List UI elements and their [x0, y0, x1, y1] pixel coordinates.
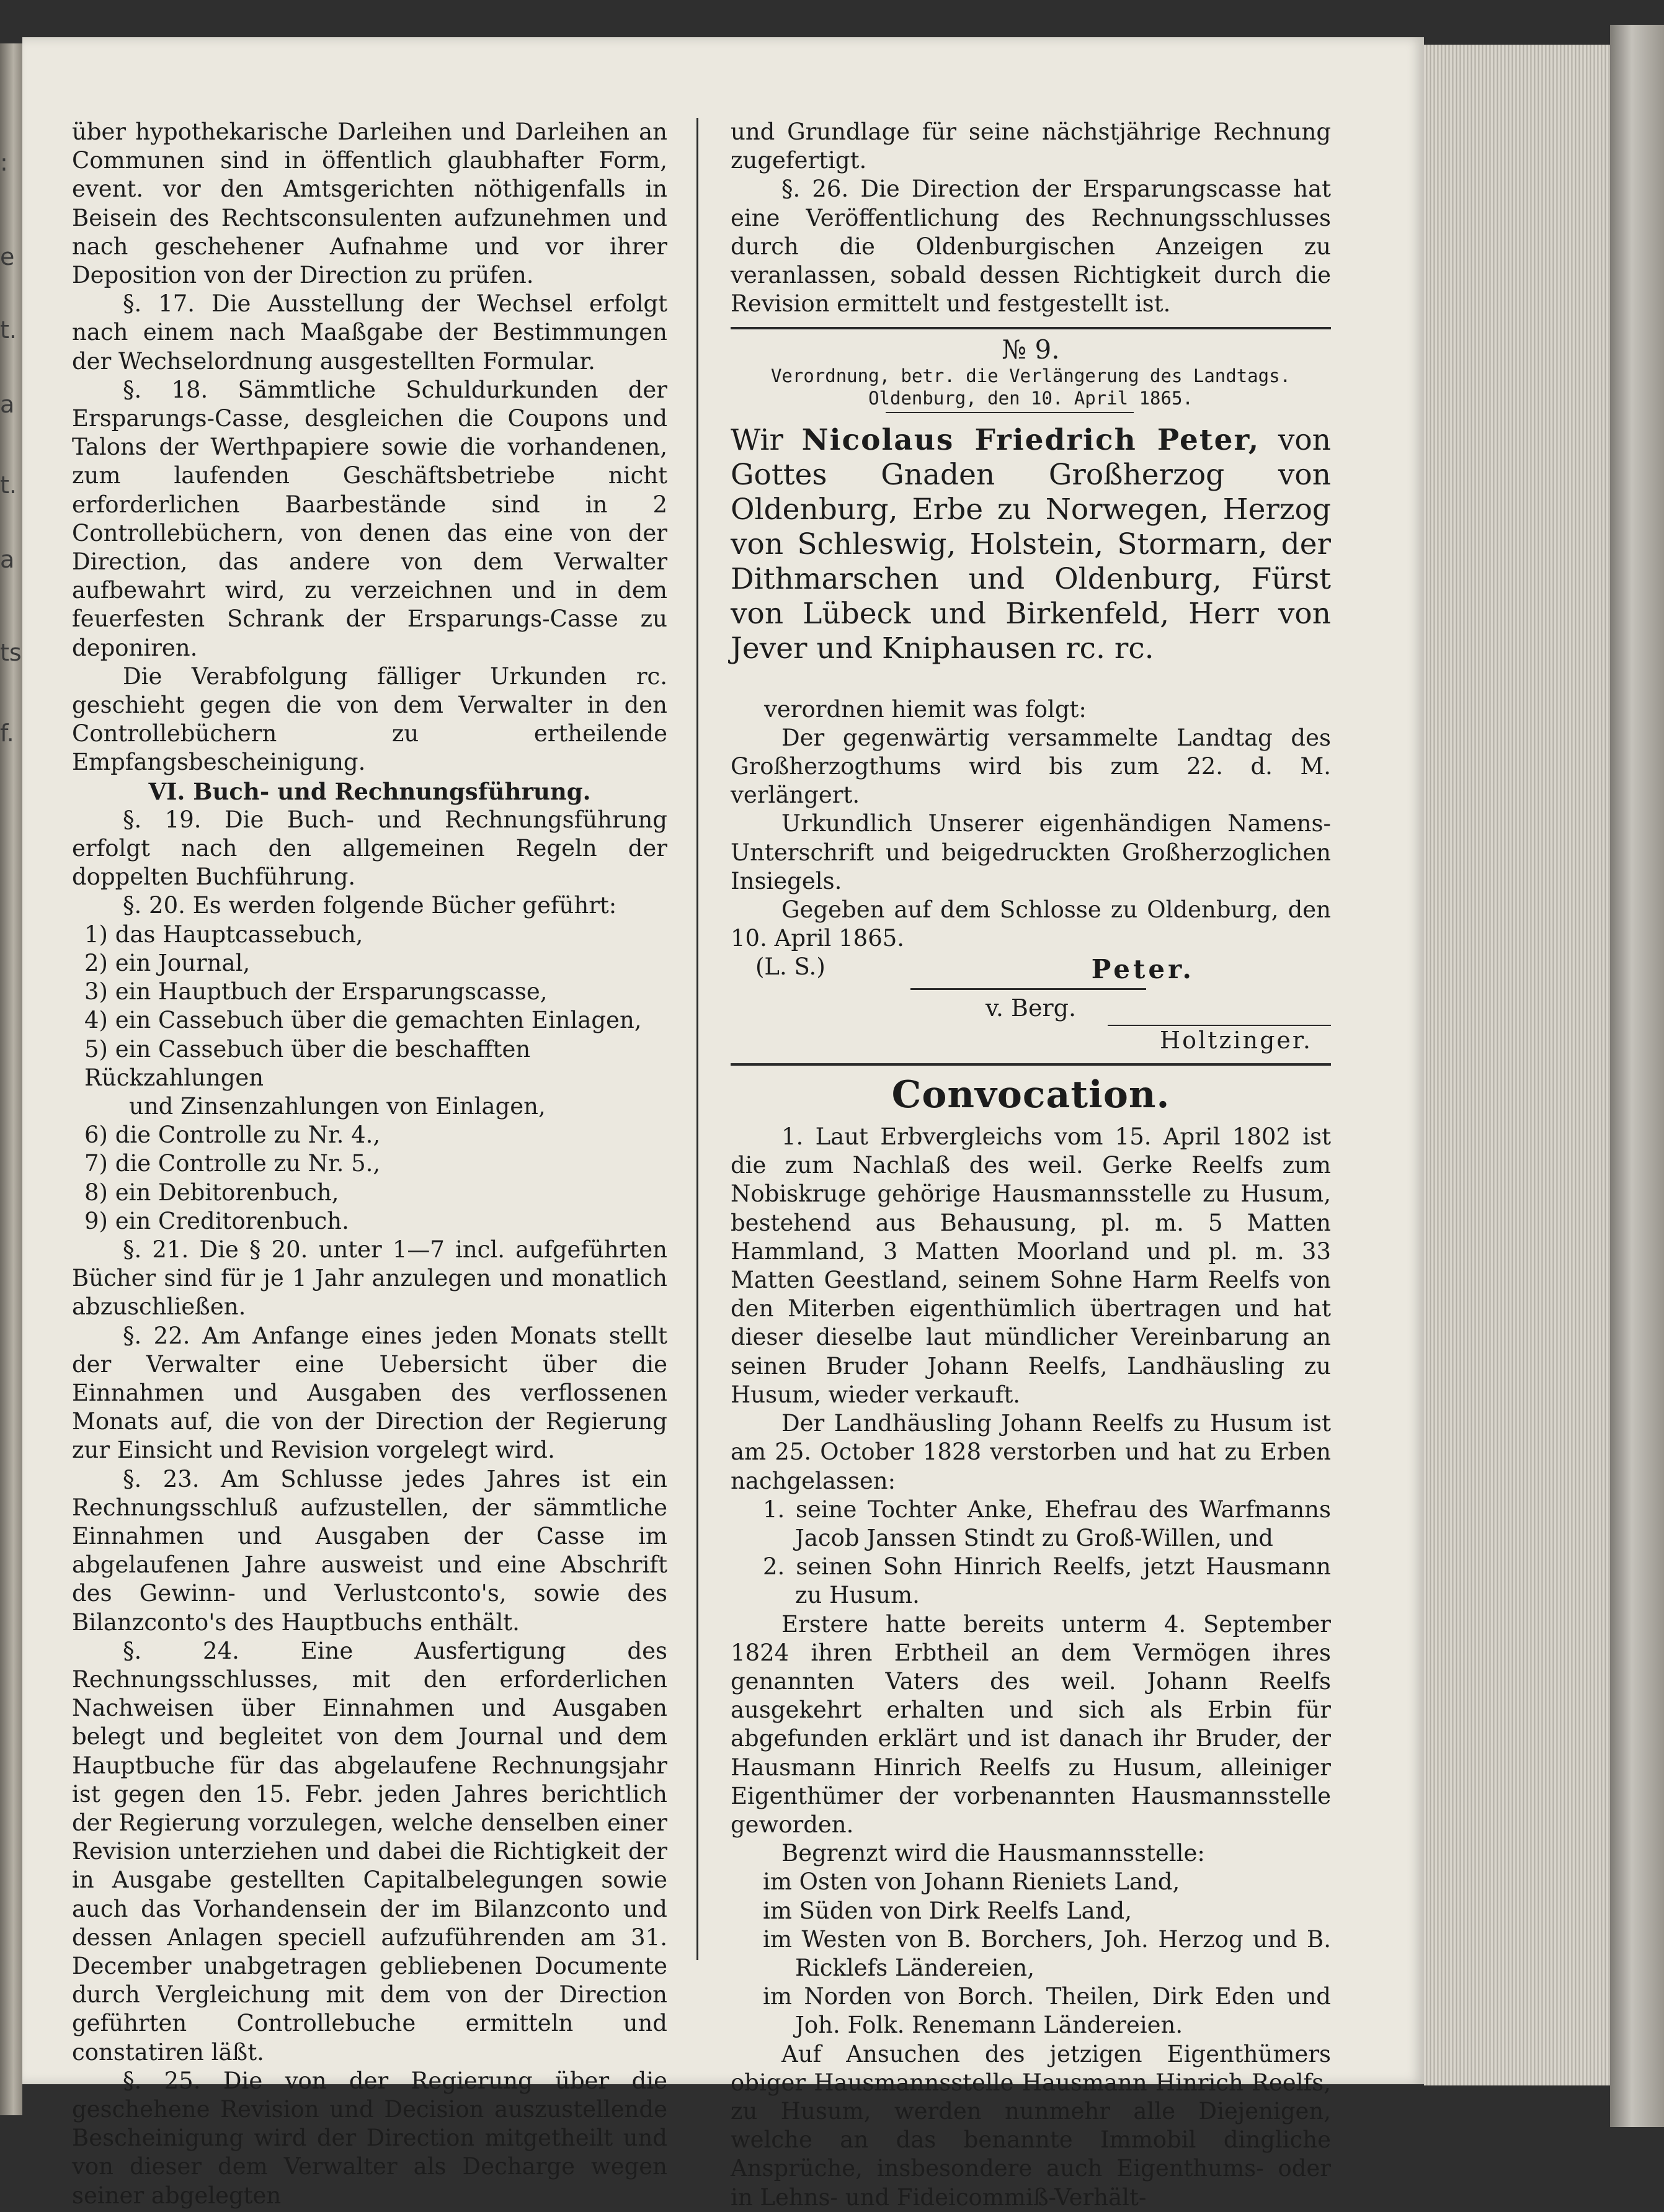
decree-sovereign-name: Nicolaus Friedrich Peter,	[801, 422, 1260, 457]
section-heading: VI. Buch- und Rechnungsführung.	[148, 777, 591, 805]
left-column	[72, 118, 667, 2210]
list-item: 5) ein Cassebuch über die beschafften Rückzahlungen	[84, 1035, 531, 1091]
margin-fragment: a	[0, 391, 15, 418]
paragraph-continuation: und Grundlage für seine nächstjährige Rechnung zugefertigt.	[731, 118, 1331, 174]
list-item: 8) ein Debitorenbuch,	[84, 1179, 339, 1206]
list-item: 4) ein Cassebuch über die gemachten Einlagen,	[84, 1007, 642, 1034]
margin-fragment: :	[0, 149, 8, 176]
heir-item: 2. seinen Sohn Hinrich Reelfs, jetzt Hausmann zu Husum.	[763, 1553, 1331, 1609]
previous-page-edge	[0, 43, 22, 2115]
list-item: 2) ein Journal,	[84, 949, 251, 976]
paragraph-21: §. 21. Die § 20. unter 1—7 incl. aufgeführten Bücher sind für je 1 Jahr anzulegen und monatlich abzuschließen.	[72, 1236, 667, 1321]
paragraph-23: §. 23. Am Schlusse jedes Jahres ist ein Rechnungsschluß aufzustellen, der sämmtliche Einnahmen und Ausgaben der Casse im abgelaufenen Jahre ausweist und eine Abschrift des Gewinn- und Verlustconto's, sowie des Bilanzconto's des Hauptbuchs enthält.	[72, 1465, 667, 1636]
list-item: 3) ein Hauptbuch der Ersparungscasse,	[84, 978, 548, 1006]
list-item: 1) das Hauptcassebuch,	[84, 921, 363, 948]
convocation-paragraph: Erstere hatte bereits unterm 4. September 1824 ihren Erbtheil an dem Vermögen ihres genannten Vaters des weil. Johann Reelfs ausgekehrt erhalten und sich als Erbin für abgefunden erklärt und ist danach ihr Bruder, der Hausmann Hinrich Reelfs zu Husum, alleiniger Eigenthümer der vorbenannten Hausmannsstelle geworden.	[731, 1610, 1331, 1838]
signature-rule	[910, 988, 1146, 990]
section-rule	[731, 1063, 1331, 1066]
margin-fragment: e	[0, 243, 15, 270]
bounds-item: im Osten von Johann Rieniets Land,	[763, 1868, 1180, 1896]
margin-fragment: t.	[0, 471, 17, 499]
convocation-paragraph: Auf Ansuchen des jetzigen Eigenthümers obiger Hausmannsstelle Hausmann Hinrich Reelfs, zu Husum, werden nunmehr alle Diejenigen, welche an das benannte Immobil dingliche Ansprüche, insbesondere auch Eigenthums- oder in Lehns- und Fideicommiß-Verhält-	[731, 2040, 1331, 2211]
paragraph-22: §. 22. Am Anfange eines jeden Monats stellt der Verwalter eine Uebersicht über die Einnahmen und Ausgaben des verflossenen Monats auf, die von der Direction der Regierung zur Einsicht und Revision vorgelegt wird.	[72, 1322, 667, 1464]
decree-caption: Verordnung, betr. die Verlängerung des Landtags.	[770, 365, 1291, 386]
caption-rule	[886, 412, 1134, 413]
paragraph-18-cont: Die Verabfolgung fälliger Urkunden rc. geschieht gegen die von dem Verwalter in den Controllebüchern zu ertheilende Empfangsbescheinigung.	[72, 662, 667, 776]
heir-item: 1. seine Tochter Anke, Ehefrau des Warfmanns Jacob Janssen Stindt zu Groß-Willen, und	[763, 1496, 1331, 1551]
margin-fragment: ts	[0, 639, 22, 666]
bounds-item: im Westen von B. Borchers, Joh. Herzog und B. Ricklefs Ländereien,	[763, 1925, 1331, 1981]
bounds-item: im Norden von Borch. Theilen, Dirk Eden und Joh. Folk. Renemann Ländereien.	[763, 1983, 1331, 2039]
book-cover-edge	[1610, 25, 1664, 2127]
margin-fragment: t.	[0, 316, 17, 344]
list-item: 9) ein Creditorenbuch.	[84, 1207, 349, 1234]
signature-holtzinger: Holtzinger.	[1160, 1026, 1312, 1054]
list-item: 6) die Controlle zu Nr. 4.,	[84, 1122, 381, 1149]
convocation-paragraph: Der Landhäusling Johann Reelfs zu Husum ist am 25. October 1828 verstorben und hat zu Erben nachgelassen:	[731, 1410, 1331, 1494]
paragraph-20: §. 20. Es werden folgende Bücher geführt:	[123, 892, 617, 919]
margin-fragment: a	[0, 546, 15, 573]
convocation-paragraph: 1. Laut Erbvergleichs vom 15. April 1802 ist die zum Nachlaß des weil. Gerke Reelfs zum Nobiskruge gehörige Hausmannsstelle zu Husum, bestehend aus Behausung, pl. m. 5 Matten Hammland, 3 Matten Moorland und pl. m. 33 Matten Geestland, seinem Sohne Harm Reelfs von den Miterben eigenthümlich übertragen und hat dieser dieselbe laut mündlicher Vereinbarung an seinen Bruder Johann Reelfs, Landhäusling zu Husum, wieder verkauft.	[731, 1123, 1331, 1408]
signature-peter: Peter.	[1091, 954, 1195, 985]
decree-line: verordnen hiemit was folgt:	[764, 695, 1087, 723]
decree-date: Oldenburg, den 10. April 1865.	[868, 387, 1193, 409]
column-divider	[696, 118, 698, 1960]
signature-row	[731, 953, 1331, 984]
seal: (L. S.)	[755, 953, 825, 981]
bounds-intro: Begrenzt wird die Hausmannsstelle:	[781, 1840, 1205, 1867]
bounds-item: im Süden von Dirk Reelfs Land,	[763, 1897, 1132, 1924]
decree-line: Urkundlich Unserer eigenhändigen Namens-Unterschrift und beigedruckten Großherzoglichen Insiegels.	[731, 810, 1331, 894]
paragraph-19: §. 19. Die Buch- und Rechnungsführung erfolgt nach den allgemeinen Regeln der doppelten Buchführung.	[72, 806, 667, 891]
list-item-continuation: und Zinsenzahlungen von Einlagen,	[129, 1092, 546, 1120]
paragraph-18: §. 18. Sämmtliche Schuldurkunden der Ersparungs-Casse, desgleichen die Coupons und Talons der Werthpapiere sowie die vorhandenen, zum laufenden Geschäftsbetriebe nicht erforderlichen Baarbestände sind in 2 Controllebüchern, von denen das eine von der Direction, das andere von dem Verwalter aufbewahrt wird, zu verzeichnen und in dem feuerfesten Schrank der Ersparungs-Casse zu deponiren.	[72, 376, 667, 661]
book-page-stack	[1424, 45, 1616, 2085]
decree-line: Der gegenwärtig versammelte Landtag des Großherzogthums wird bis zum 22. d. M. verlängert.	[731, 724, 1331, 809]
decree-line: Gegeben auf dem Schlosse zu Oldenburg, den 10. April 1865.	[731, 896, 1331, 952]
paragraph-26: §. 26. Die Direction der Ersparungscasse hat eine Veröffentlichung des Rechnungsschlusses durch die Oldenburgischen Anzeigen zu veranlassen, sobald dessen Richtigkeit durch die Revision ermittelt und festgestellt ist.	[731, 176, 1331, 318]
decree-preamble	[731, 423, 1331, 666]
paragraph-25: §. 25. Die von der Regierung über die geschehene Revision und Decision auszustellende Bescheinigung wird der Direction mitgetheilt und von dieser dem Verwalter als Decharge wegen seiner abgelegten	[72, 2067, 667, 2209]
book-list	[72, 921, 667, 1236]
paragraph-24: §. 24. Eine Ausfertigung des Rechnungsschlusses, mit den erforderlichen Nachweisen über Einnahmen und Ausgaben belegt und begleitet von dem Journal und dem Hauptbuche für das abgelaufene Rechnungsjahr ist gegen den 15. Febr. jeden Jahres berichtlich der Regierung vorzulegen, welche denselben einer Revision unterziehen und dabei die Richtigkeit der in Ausgabe gestellten Capitalbelegungen sowie auch das Vorhandensein der im Bilanzconto und dessen Anlagen speciell aufzuführenden am 31. December unabgetragen gebliebenen Documente durch Vergleichung mit dem von der Direction geführten Controllebuche ermitteln und constatiren läßt.	[72, 1637, 667, 2066]
right-column	[731, 118, 1331, 2212]
section-rule	[731, 327, 1331, 329]
decree-number: № 9.	[1002, 334, 1060, 365]
decree-wir: Wir	[731, 422, 783, 457]
paragraph-intro: über hypothekarische Darleihen und Darleihen an Communen sind in öffentlich glaubhafter Form, event. vor den Amtsgerichten nöthigenfalls in Beisein des Rechtsconsulenten aufzunehmen und nach geschehener Aufnahme und vor ihrer Deposition von der Direction zu prüfen.	[72, 118, 667, 289]
margin-fragment: f.	[0, 720, 14, 747]
convocation-title: Convocation.	[891, 1073, 1170, 1117]
paragraph-17: §. 17. Die Ausstellung der Wechsel erfolgt nach einem nach Maaßgabe der Bestimmungen der Wechselordnung ausgestellten Formular.	[72, 290, 667, 375]
signature-berg: v. Berg.	[985, 994, 1077, 1022]
list-item: 7) die Controlle zu Nr. 5.,	[84, 1150, 381, 1177]
decree-sovereign-title: von Gottes Gnaden Großherzog von Oldenburg, Erbe zu Norwegen, Herzog von Schleswig, Holstein, Stormarn, der Dithmarschen und Oldenburg, Fürst von Lübeck und Birkenfeld, Herr von Jever und Kniphausen rc. rc.	[731, 422, 1331, 666]
